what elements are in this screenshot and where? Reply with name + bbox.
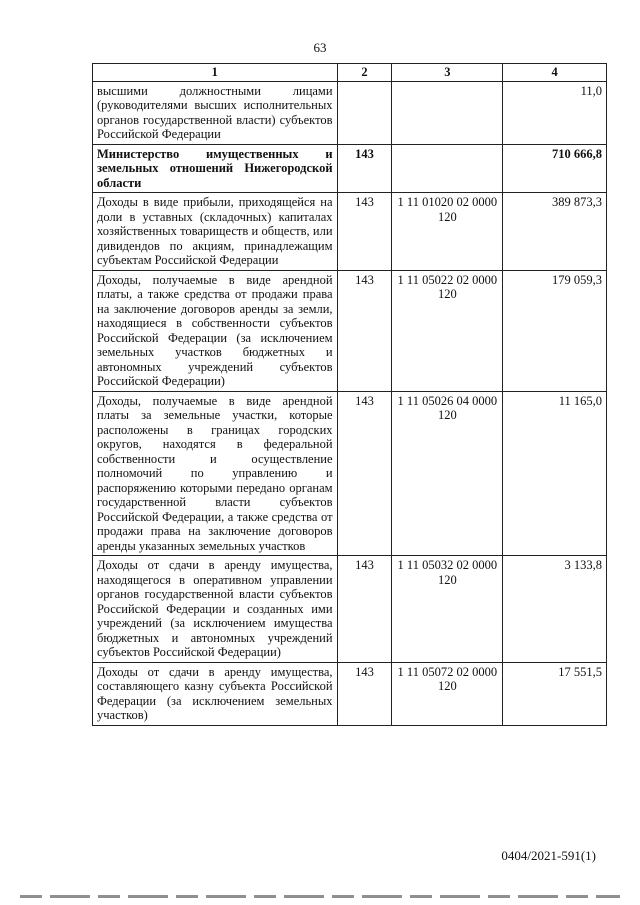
row-revenue-code: 1 11 01020 02 0000 120 <box>392 193 503 271</box>
row-revenue-code: 1 11 05072 02 0000 120 <box>392 662 503 725</box>
row-amount: 17 551,5 <box>503 662 607 725</box>
table-row <box>93 662 607 725</box>
row-admin-code: 143 <box>337 556 392 663</box>
table-row <box>93 391 607 556</box>
row-admin-code: 143 <box>337 193 392 271</box>
header-col-2: 2 <box>337 64 392 82</box>
row-amount: 11,0 <box>503 81 607 144</box>
row-name: Доходы, получаемые в виде арендной платы, а также средства от продажи права на заключение договоров аренды за земли, находящиеся в собственности субъектов Российской Федерации (за исключением земельных участков бюджетных и автономных учреждений субъектов Российской Федерации) <box>93 270 338 391</box>
row-amount: 710 666,8 <box>503 144 607 193</box>
header-col-1: 1 <box>93 64 338 82</box>
row-name: Доходы в виде прибыли, приходящейся на доли в уставных (складочных) капиталах хозяйственных товариществ и обществ, или дивидендов по акциям, принадлежащим субъектам Российской Федерации <box>93 193 338 271</box>
row-revenue-code <box>392 144 503 193</box>
document-registration-number: 0404/2021-591(1) <box>501 848 596 863</box>
table-row <box>93 193 607 271</box>
revenue-table <box>92 63 607 726</box>
row-name: Министерство имущественных и земельных отношений Нижегородской области <box>93 144 338 193</box>
row-name: Доходы от сдачи в аренду имущества, находящегося в оперативном управлении органов государственной власти субъектов Российской Федерации и созданных ими учреждений (за исключением имущества бюджетных и автономных учреждений субъектов Российской Федерации) <box>93 556 338 663</box>
row-admin-code: 143 <box>337 662 392 725</box>
table-row <box>93 270 607 391</box>
row-admin-code: 143 <box>337 144 392 193</box>
row-admin-code <box>337 81 392 144</box>
table-row <box>93 556 607 663</box>
row-revenue-code: 1 11 05032 02 0000 120 <box>392 556 503 663</box>
row-revenue-code: 1 11 05022 02 0000 120 <box>392 270 503 391</box>
row-name: Доходы, получаемые в виде арендной платы за земельные участки, которые расположены в границах городских округов, находятся в федеральной собственности и осуществление полномочий по управлению и распоряжению которыми передано органам государственной власти субъектов Российской Федерации, а также средства от продажи права на заключение договоров аренды указанных земельных участков <box>93 391 338 556</box>
scan-edge-divider <box>20 895 620 898</box>
table-row <box>93 81 607 144</box>
row-name: высшими должностными лицами (руководителями высших исполнительных органов государственной власти) субъектов Российской Федерации <box>93 81 338 144</box>
row-admin-code: 143 <box>337 391 392 556</box>
row-revenue-code: 1 11 05026 04 0000 120 <box>392 391 503 556</box>
table-row <box>93 144 607 193</box>
row-amount: 179 059,3 <box>503 270 607 391</box>
table-header-row <box>93 64 607 82</box>
row-admin-code: 143 <box>337 270 392 391</box>
row-revenue-code <box>392 81 503 144</box>
page-number: 63 <box>313 40 327 55</box>
row-amount: 11 165,0 <box>503 391 607 556</box>
row-amount: 3 133,8 <box>503 556 607 663</box>
row-name: Доходы от сдачи в аренду имущества, составляющего казну субъекта Российской Федерации (за исключением земельных участков) <box>93 662 338 725</box>
header-col-4: 4 <box>503 64 607 82</box>
header-col-3: 3 <box>392 64 503 82</box>
row-amount: 389 873,3 <box>503 193 607 271</box>
